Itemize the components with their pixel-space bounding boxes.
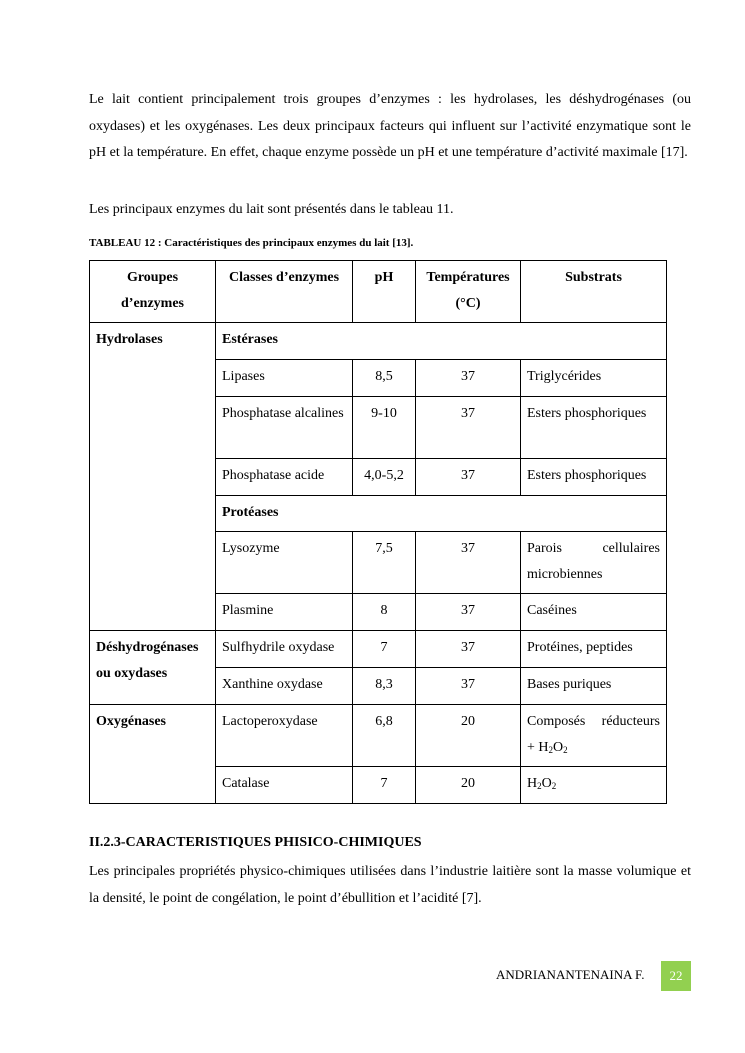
substrat-word: Parois (527, 541, 562, 556)
ph-cell: 4,0-5,2 (353, 458, 416, 495)
classe-cell: Phosphatase acide (216, 458, 353, 495)
classe-cell: Lactoperoxydase (216, 705, 353, 767)
group-hydrolases: Hydrolases (90, 323, 216, 631)
table-caption: TABLEAU 12 : Caractéristiques des principaux enzymes du lait [13]. (89, 237, 414, 249)
classe-cell: Sulfhydrile oxydase (216, 631, 353, 668)
substrat-cell: Triglycérides (521, 359, 667, 396)
temp-cell: 37 (416, 359, 521, 396)
temp-cell: 37 (416, 458, 521, 495)
header-classes: Classes d’enzymes (216, 261, 353, 323)
substrat-cell: Esters phosphoriques (521, 458, 667, 495)
substrat-cell (521, 705, 667, 767)
table-row (90, 323, 667, 360)
substrat-cell: Bases puriques (521, 668, 667, 705)
substrat-formula: + $H_2O_2$ (527, 739, 568, 755)
substrat-cell: Esters phosphoriques (521, 396, 667, 458)
substrat-line: Composés réducteurs (527, 714, 660, 729)
ph-cell: 8,3 (353, 668, 416, 705)
ph-cell: 7 (353, 767, 416, 804)
temp-cell: 37 (416, 631, 521, 668)
subheading-proteases: Protéases (216, 495, 667, 532)
table-row (90, 705, 667, 767)
page-number-badge: 22 (661, 961, 691, 991)
intro-paragraph: Le lait contient principalement trois groupes d’enzymes : les hydrolases, les déshydrogénases (ou oxydases) et les oxygénases. Les deux principaux facteurs qui influent sur l’activité enzymatique sont le pH et la température. En effet, chaque enzyme possède un pH et une température d’activité maximale [17]. (89, 92, 691, 160)
substrat-cell: Protéines, peptides (521, 631, 667, 668)
group-oxygenases: Oxygénases (90, 705, 216, 804)
temp-cell: 37 (416, 532, 521, 594)
temp-cell: 20 (416, 705, 521, 767)
ph-cell: 6,8 (353, 705, 416, 767)
substrat-formula: $H_2O_2$ (527, 776, 557, 791)
ph-cell: 8 (353, 594, 416, 631)
subheading-esterases: Estérases (216, 323, 667, 360)
section-heading: II.2.3-CARACTERISTIQUES PHISICO-CHIMIQUES (89, 835, 422, 850)
substrat-word: cellulaires (602, 541, 660, 556)
ph-cell: 7 (353, 631, 416, 668)
classe-cell: Xanthine oxydase (216, 668, 353, 705)
ph-cell: 8,5 (353, 359, 416, 396)
table-row (90, 631, 667, 668)
header-temperatures: Températures (°C) (416, 261, 521, 323)
classe-cell: Phosphatase alcalines (216, 396, 353, 458)
substrat-cell: Caséines (521, 594, 667, 631)
header-substrats: Substrats (521, 261, 667, 323)
physico-chemical-paragraph: Les principales propriétés physico-chimiques utilisées dans l’industrie laitière sont la masse volumique et la densité, le point de congélation, le point d’ébullition et l’acidité [7]. (89, 864, 691, 906)
substrat-cell (521, 532, 667, 594)
ph-cell: 9-10 (353, 396, 416, 458)
substrat-word: microbiennes (527, 566, 603, 582)
classe-cell: Lipases (216, 359, 353, 396)
table-header-row (90, 261, 667, 323)
table-reference-paragraph: Les principaux enzymes du lait sont présentés dans le tableau 11. (89, 202, 454, 217)
temp-cell: 37 (416, 668, 521, 705)
temp-cell: 37 (416, 396, 521, 458)
ph-cell: 7,5 (353, 532, 416, 594)
footer-author: ANDRIANANTENAINA F. (496, 967, 645, 982)
classe-cell: Plasmine (216, 594, 353, 631)
classe-cell: Lysozyme (216, 532, 353, 594)
temp-cell: 20 (416, 767, 521, 804)
header-groupes: Groupes d’enzymes (90, 261, 216, 323)
enzymes-table (89, 260, 667, 804)
group-deshydrogenases: Déshydrogénases ou oxydases (90, 631, 216, 705)
header-ph: pH (353, 261, 416, 323)
temp-cell: 37 (416, 594, 521, 631)
classe-cell: Catalase (216, 767, 353, 804)
substrat-cell (521, 767, 667, 804)
